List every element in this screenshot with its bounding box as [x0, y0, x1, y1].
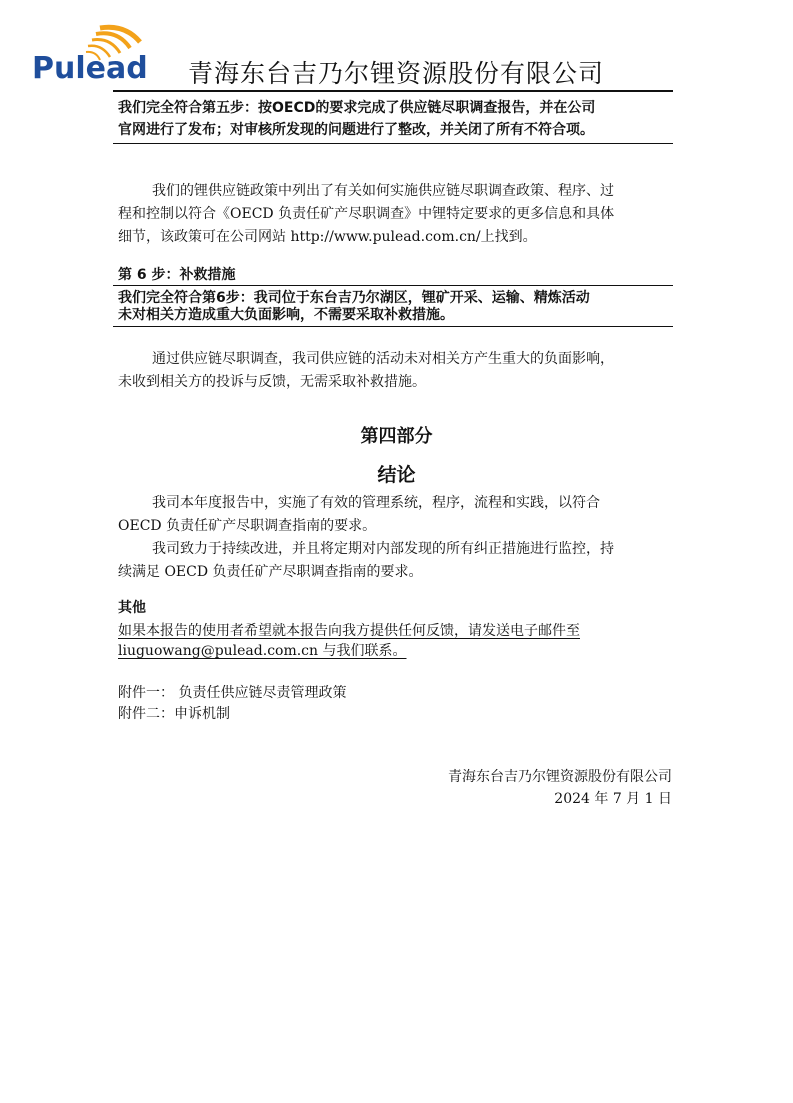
para1-line1: 我们的锂供应链政策中列出了有关如何实施供应链尽职调查政策、程序、过 — [152, 183, 614, 199]
conclusion-p1-line2: OECD 负责任矿产尽职调查指南的要求。 — [118, 518, 377, 534]
conclusion-p1-line1: 我司本年度报告中，实施了有效的管理系统，程序，流程和实践，以符合 — [152, 495, 600, 511]
pulead-logo — [30, 20, 150, 90]
header-divider — [113, 90, 673, 92]
signature-company: 青海东台吉乃尔锂资源股份有限公司 — [448, 769, 672, 785]
feedback-line1: 如果本报告的使用者希望就本报告向我方提供任何反馈，请发送电子邮件至 — [118, 623, 580, 639]
step6-box-line2: 未对相关方造成重大负面影响，不需要采取补救措施。 — [118, 307, 454, 323]
step5-box-bottom-rule — [113, 143, 673, 144]
feedback-email-link[interactable]: liuguowang@pulead.com.cn 与我们联系。 — [118, 643, 407, 659]
signature-date: 2024 年 7 月 1 日 — [554, 791, 672, 807]
step6-heading: 第 6 步：补救措施 — [118, 267, 236, 283]
step6-box-line1: 我们完全符合第6步：我司位于东台吉乃尔湖区，锂矿开采、运输、精炼活动 — [118, 290, 590, 306]
step6-box-bottom-rule — [113, 326, 673, 327]
para2-line2: 未收到相关方的投诉与反馈，无需采取补救措施。 — [118, 374, 426, 390]
para2-line1: 通过供应链尽职调查，我司供应链的活动未对相关方产生重大的负面影响， — [152, 351, 614, 367]
attachment-2: 附件二：申诉机制 — [118, 706, 230, 722]
logo-text: Pulead — [32, 51, 148, 86]
part4-title: 第四部分 — [360, 426, 433, 447]
conclusion-p2-line1: 我司致力于持续改进，并且将定期对内部发现的所有纠正措施进行监控，持 — [152, 541, 614, 557]
other-heading: 其他 — [118, 600, 146, 616]
para1-line3: 细节，该政策可在公司网站 http://www.pulead.com.cn/上找到。 — [118, 229, 537, 245]
attachment-1: 附件一： 负责任供应链尽责管理政策 — [118, 685, 347, 701]
para1-line2: 程和控制以符合《OECD 负责任矿产尽职调查》中锂特定要求的更多信息和具体 — [118, 206, 615, 222]
company-header-title: 青海东台吉乃尔锂资源股份有限公司 — [188, 59, 605, 88]
step5-box-line2: 官网进行了发布；对审核所发现的问题进行了整改，并关闭了所有不符合项。 — [118, 122, 594, 138]
conclusion-title: 结论 — [377, 464, 416, 486]
conclusion-p2-line2: 续满足 OECD 负责任矿产尽职调查指南的要求。 — [118, 564, 423, 580]
step6-box-top-rule — [113, 285, 673, 286]
step5-box-line1: 我们完全符合第五步：按OECD的要求完成了供应链尽职调查报告，并在公司 — [118, 100, 596, 116]
